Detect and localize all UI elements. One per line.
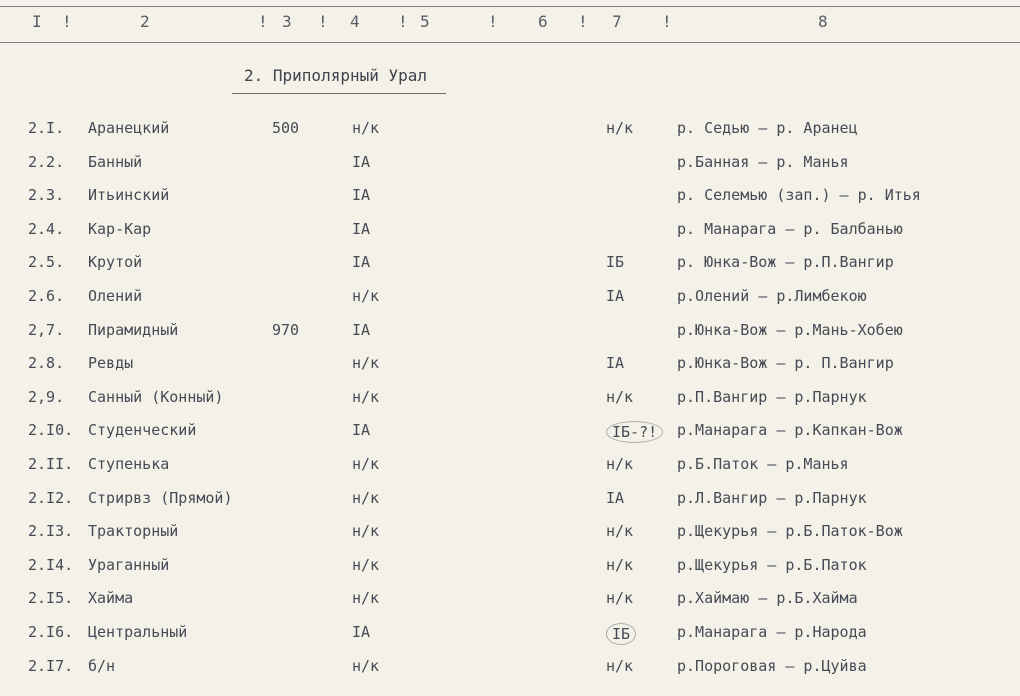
- pass-route: р.Манарага – р.Народа: [677, 623, 867, 641]
- row-number: 2.5.: [28, 253, 65, 271]
- header-sep: !: [258, 12, 268, 31]
- pass-category-alt: IA: [606, 354, 625, 372]
- pass-category: IA: [352, 623, 371, 641]
- table-row: [0, 354, 1020, 380]
- pass-route: р. Юнка-Вож – р.П.Вангир: [677, 253, 894, 271]
- pass-name: Ступенька: [88, 455, 170, 473]
- table-row: [0, 657, 1020, 683]
- pass-route: р.Манарага – р.Капкан-Вож: [677, 421, 903, 439]
- table-row: [0, 153, 1020, 179]
- pass-name: Олений: [88, 287, 143, 305]
- pass-category-alt: IA: [606, 489, 625, 507]
- pass-name: Центральный: [88, 623, 188, 641]
- pass-route: р.Олений – р.Лимбекою: [677, 287, 867, 305]
- section-title: 2. Приполярный Урал: [244, 66, 428, 85]
- pass-name: б/н: [88, 657, 116, 675]
- pass-category: IA: [352, 421, 371, 439]
- pass-name: Ревды: [88, 354, 134, 372]
- pass-category: н/к: [352, 455, 380, 473]
- header-top-rule: [0, 6, 1020, 7]
- row-number: 2.6.: [28, 287, 65, 305]
- pass-name: Итьинский: [88, 186, 170, 204]
- pass-category-alt: н/к: [606, 589, 634, 607]
- table-row: [0, 287, 1020, 313]
- row-number: 2.I.: [28, 119, 65, 137]
- pass-category: IA: [352, 253, 371, 271]
- row-number: 2.3.: [28, 186, 65, 204]
- pass-category-alt: н/к: [606, 522, 634, 540]
- row-number: 2.I6.: [28, 623, 74, 641]
- table-row: [0, 186, 1020, 212]
- pass-category: н/к: [352, 489, 380, 507]
- header-sep: !: [318, 12, 328, 31]
- pass-name: Студенческий: [88, 421, 197, 439]
- header-sep: !: [62, 12, 72, 31]
- table-row: [0, 489, 1020, 515]
- pass-category: н/к: [352, 354, 380, 372]
- table-row: [0, 321, 1020, 347]
- pass-category: н/к: [352, 657, 380, 675]
- header-sep: !: [488, 12, 498, 31]
- pass-name: Кар-Кар: [88, 220, 152, 238]
- row-number: 2,7.: [28, 321, 65, 339]
- pass-height: 500: [272, 119, 300, 137]
- table-row: [0, 623, 1020, 649]
- pass-route: р. Селемью (зап.) – р. Итья: [677, 186, 921, 204]
- pass-route: р.Банная – р. Манья: [677, 153, 849, 171]
- table-row: [0, 455, 1020, 481]
- pass-category: н/к: [352, 388, 380, 406]
- header-col-4: 4: [350, 12, 360, 31]
- pass-height: 970: [272, 321, 300, 339]
- header-sep: !: [578, 12, 588, 31]
- row-number: 2.4.: [28, 220, 65, 238]
- header-col-3: 3: [282, 12, 292, 31]
- row-number: 2.I5.: [28, 589, 74, 607]
- header-col-6: 6: [538, 12, 548, 31]
- row-number: 2.I3.: [28, 522, 74, 540]
- row-number: 2.II.: [28, 455, 74, 473]
- pass-name: Стрирвз (Прямой): [88, 489, 233, 507]
- table-row: [0, 556, 1020, 582]
- pass-category-alt: IБ-?!: [606, 421, 663, 443]
- row-number: 2.I4.: [28, 556, 74, 574]
- pass-category: н/к: [352, 119, 380, 137]
- header-bottom-rule: [0, 42, 1020, 43]
- table-row: [0, 388, 1020, 414]
- pass-route: р.Щекурья – р.Б.Паток-Вож: [677, 522, 903, 540]
- pass-category: н/к: [352, 589, 380, 607]
- pass-name: Санный (Конный): [88, 388, 224, 406]
- pass-route: р.Хаймаю – р.Б.Хайма: [677, 589, 858, 607]
- pass-route: р.Щекурья – р.Б.Паток: [677, 556, 867, 574]
- pass-category: IA: [352, 321, 371, 339]
- header-sep: !: [398, 12, 408, 31]
- pass-route: р.Юнка-Вож – р. П.Вангир: [677, 354, 894, 372]
- pass-category: IA: [352, 186, 371, 204]
- header-sep: !: [662, 12, 672, 31]
- pass-route: р.Л.Вангир – р.Парнук: [677, 489, 867, 507]
- row-number: 2.2.: [28, 153, 65, 171]
- pass-name: Банный: [88, 153, 143, 171]
- pass-route: р. Седью – р. Аранец: [677, 119, 858, 137]
- table-row: [0, 220, 1020, 246]
- table-row: [0, 421, 1020, 447]
- pass-route: р.Юнка-Вож – р.Мань-Хобею: [677, 321, 903, 339]
- pass-route: р.Б.Паток – р.Манья: [677, 455, 849, 473]
- table-row: [0, 522, 1020, 548]
- pass-category: IA: [352, 153, 371, 171]
- pass-route: р.П.Вангир – р.Парнук: [677, 388, 867, 406]
- row-number: 2.I0.: [28, 421, 74, 439]
- pass-category: н/к: [352, 522, 380, 540]
- pass-name: Пирамидный: [88, 321, 179, 339]
- pass-category-alt: н/к: [606, 657, 634, 675]
- pass-category: IA: [352, 220, 371, 238]
- pass-name: Ураганный: [88, 556, 170, 574]
- pass-name: Тракторный: [88, 522, 179, 540]
- row-number: 2.8.: [28, 354, 65, 372]
- pass-category-alt: н/к: [606, 455, 634, 473]
- pass-route: р.Пороговая – р.Цуйва: [677, 657, 867, 675]
- pass-category-alt: н/к: [606, 556, 634, 574]
- section-title-underline: [232, 93, 446, 94]
- pass-category-alt: н/к: [606, 388, 634, 406]
- pass-route: р. Манарага – р. Балбанью: [677, 220, 903, 238]
- table-row: [0, 119, 1020, 145]
- header-col-5: 5: [420, 12, 430, 31]
- pass-category: н/к: [352, 556, 380, 574]
- header-col-1: I: [32, 12, 42, 31]
- pass-name: Крутой: [88, 253, 143, 271]
- table-row: [0, 253, 1020, 279]
- table-row: [0, 589, 1020, 615]
- pass-category: н/к: [352, 287, 380, 305]
- row-number: 2,9.: [28, 388, 65, 406]
- pass-category-alt: IБ: [606, 623, 636, 645]
- pass-category-alt: н/к: [606, 119, 634, 137]
- row-number: 2.I2.: [28, 489, 74, 507]
- pass-name: Аранецкий: [88, 119, 170, 137]
- pass-category-alt: IA: [606, 287, 625, 305]
- header-col-7: 7: [612, 12, 622, 31]
- row-number: 2.I7.: [28, 657, 74, 675]
- pass-category-alt: IБ: [606, 253, 625, 271]
- header-col-8: 8: [818, 12, 828, 31]
- header-col-2: 2: [140, 12, 150, 31]
- pass-name: Хайма: [88, 589, 134, 607]
